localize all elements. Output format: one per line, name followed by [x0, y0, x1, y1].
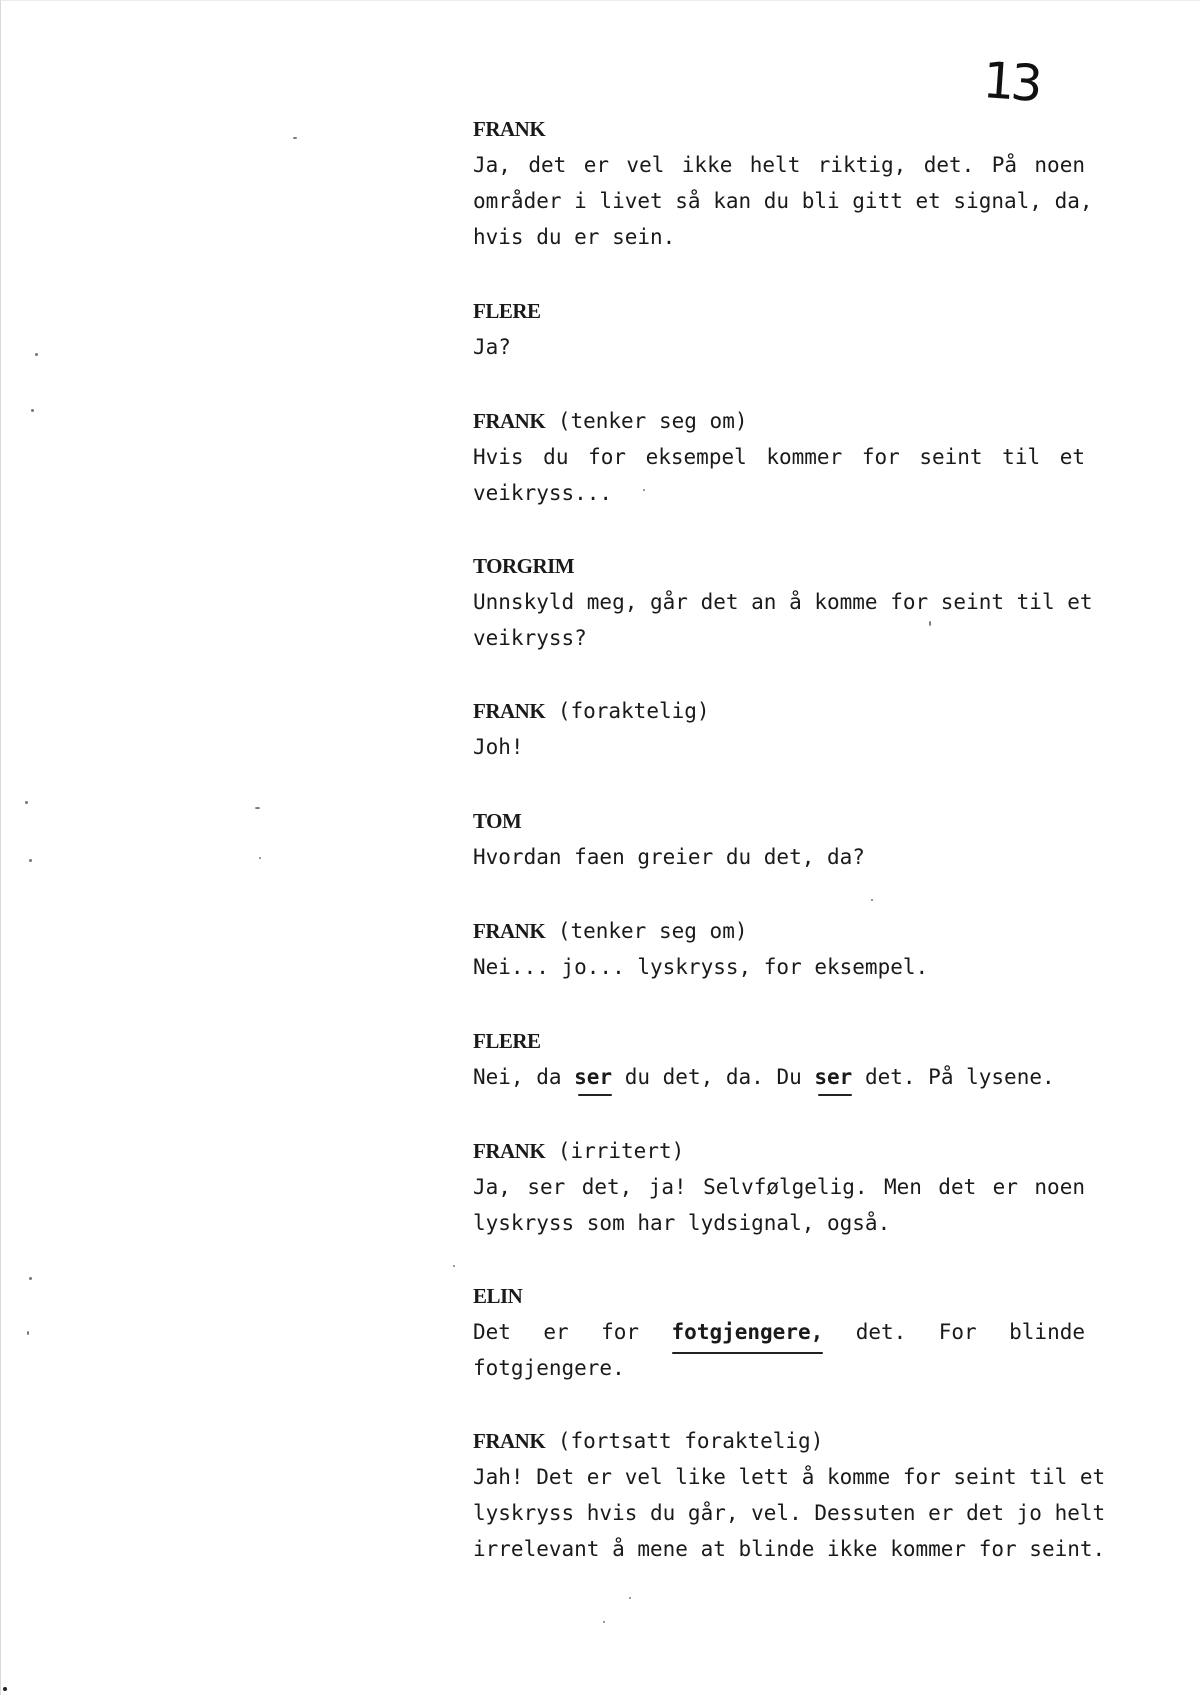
dialogue-line: lyskryss som har lydsignal, også.	[473, 1211, 891, 1235]
scan-speck	[255, 807, 260, 809]
scan-speck	[629, 1597, 631, 1599]
speaker-line	[473, 403, 1085, 439]
speaker-line	[473, 803, 1085, 839]
dialogue-line: lyskryss hvis du går, vel. Dessuten er det jo helt	[473, 1501, 1106, 1525]
stage-direction: (foraktelig)	[557, 699, 710, 723]
dialogue-line: Jah! Det er vel like lett å komme for seint til et	[473, 1465, 1106, 1489]
stage-direction: (irritert)	[557, 1139, 685, 1163]
dialogue-line: Unnskyld meg, går det an å komme for seint til et	[473, 590, 1093, 614]
dialogue-block	[473, 693, 1085, 765]
text-run: Det er for	[473, 1320, 672, 1344]
dialogue-block	[473, 403, 1085, 511]
stage-direction: (fortsatt foraktelig)	[557, 1429, 824, 1453]
speaker-name: FRANK	[473, 699, 546, 723]
dialogue-line: veikryss...	[473, 481, 613, 505]
text-run: Nei, da	[473, 1065, 575, 1089]
speaker-line	[473, 693, 1085, 729]
speaker-name: FRANK	[473, 919, 546, 943]
speaker-name: FRANK	[473, 1429, 546, 1453]
scan-speck	[643, 489, 645, 491]
text-run: det. For blinde	[823, 1320, 1085, 1344]
scan-speck	[603, 1621, 605, 1623]
dialogue-block	[473, 1133, 1085, 1241]
scan-speck	[35, 353, 38, 356]
dialogue-line: irrelevant å mene at blinde ikke kommer for seint.	[473, 1537, 1106, 1561]
text-run: det. På lysene.	[852, 1065, 1055, 1089]
emphasized-word: ser	[814, 1065, 853, 1089]
dialogue-line: Nei... jo... lyskryss, for eksempel.	[473, 955, 929, 979]
dialogue-block	[473, 293, 1085, 365]
emphasized-word: ser	[574, 1065, 613, 1089]
speaker-name: ELIN	[473, 1284, 523, 1308]
text-run: du det, da. Du	[612, 1065, 815, 1089]
speaker-name: FRANK	[473, 117, 546, 141]
scan-speck	[293, 137, 297, 139]
dialogue-line: Hvis du for eksempel kommer for seint til et	[473, 445, 1085, 469]
speaker-line	[473, 1278, 1085, 1314]
scan-speck	[259, 857, 261, 859]
speaker-name: FRANK	[473, 409, 546, 433]
speaker-line	[473, 1023, 1085, 1059]
scan-speck	[3, 1687, 7, 1691]
scan-speck	[25, 801, 28, 804]
dialogue-block	[473, 803, 1085, 875]
dialogue-line: områder i livet så kan du bli gitt et signal, da,	[473, 189, 1093, 213]
scan-speck	[29, 1277, 32, 1280]
speaker-line	[473, 111, 1085, 147]
stage-direction: (tenker seg om)	[557, 409, 748, 433]
scan-speck	[871, 899, 873, 901]
dialogue-line: Hvordan faen greier du det, da?	[473, 845, 865, 869]
dialogue-block	[473, 111, 1093, 255]
dialogue-block	[473, 1278, 1085, 1386]
dialogue-line: fotgjengere.	[473, 1356, 625, 1380]
stage-direction: (tenker seg om)	[557, 919, 748, 943]
speaker-name: FLERE	[473, 299, 541, 323]
dialogue-line: Ja, ser det, ja! Selvfølgelig. Men det er noen	[473, 1175, 1085, 1199]
scan-speck	[27, 1331, 29, 1335]
dialogue-line: Ja?	[473, 335, 511, 359]
dialogue-block	[473, 1023, 1085, 1095]
speaker-line	[473, 293, 1085, 329]
speaker-line	[473, 913, 1085, 949]
scan-speck	[453, 1265, 455, 1267]
speaker-name: TOM	[473, 809, 522, 833]
scan-speck	[31, 409, 34, 412]
emphasized-word: fotgjengere,	[671, 1320, 824, 1344]
dialogue-block	[473, 548, 1093, 656]
dialogue-block	[473, 1423, 1106, 1567]
dialogue-line	[473, 1059, 1085, 1095]
dialogue-line: Ja, det er vel ikke helt riktig, det. På noen	[473, 153, 1085, 177]
speaker-name: FLERE	[473, 1029, 541, 1053]
speaker-name: TORGRIM	[473, 554, 575, 578]
dialogue-line: Joh!	[473, 735, 524, 759]
dialogue-line: hvis du er sein.	[473, 225, 676, 249]
scan-speck	[929, 621, 931, 626]
dialogue-line: veikryss?	[473, 626, 587, 650]
page-number: 13	[981, 51, 1041, 113]
speaker-line	[473, 548, 1085, 584]
scan-speck	[29, 859, 32, 862]
speaker-name: FRANK	[473, 1139, 546, 1163]
speaker-line	[473, 1133, 1085, 1169]
dialogue-line	[473, 1314, 1085, 1350]
dialogue-block	[473, 913, 1085, 985]
speaker-line	[473, 1423, 1085, 1459]
